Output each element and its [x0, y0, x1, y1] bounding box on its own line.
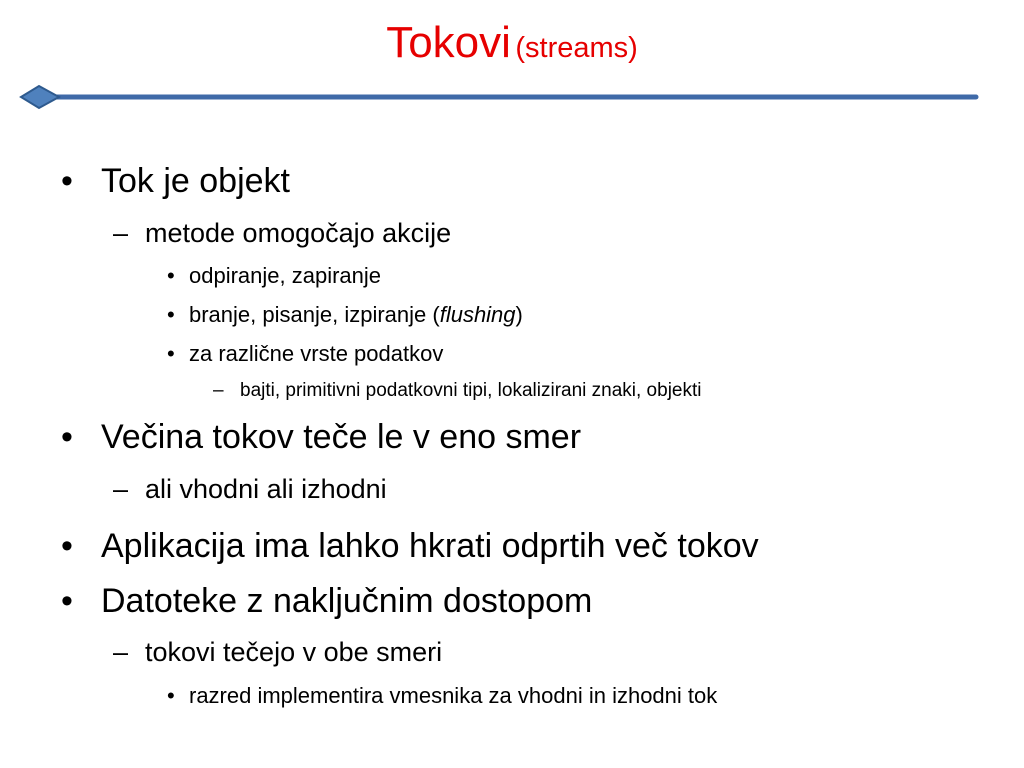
bullet-marker: •: [61, 162, 73, 200]
subbullet-text: metode omogočajo akcije: [145, 218, 452, 248]
subsubbullet-odpiranje: [167, 263, 382, 289]
dash-marker: –: [113, 218, 129, 248]
bullet-text: Datoteke z naključnim dostopom: [101, 582, 593, 620]
bullet-datoteke: [61, 582, 593, 621]
bullet-marker: •: [61, 582, 73, 620]
bullet-marker: •: [167, 263, 175, 288]
bullet-marker: •: [167, 302, 175, 327]
bullet-tok-je-objekt: [61, 162, 290, 201]
bullet-text: Tok je objekt: [101, 162, 290, 200]
bullet-marker: •: [167, 341, 175, 366]
closing-paren: ): [515, 302, 523, 327]
bullet-aplikacija: [61, 527, 759, 566]
subsubbullet-razlicne-vrste: [167, 341, 444, 367]
dash-marker: –: [113, 474, 129, 504]
bullet-text: Aplikacija ima lahko hkrati odprtih več tokov: [101, 527, 759, 565]
subbullet-ali-vhodni: [113, 474, 387, 505]
bullet-vecina-tokov: [61, 418, 582, 457]
dash-marker: –: [213, 380, 224, 401]
subsubbullet-text: razred implementira vmesnika za vhodni in izhodni tok: [189, 683, 718, 708]
bullet-marker: •: [61, 418, 73, 456]
subsubbullet-branje: [167, 302, 523, 328]
subsubbullet-text: branje, pisanje, izpiranje (: [189, 302, 440, 327]
dash-marker: –: [113, 637, 129, 667]
level4-bajti: [213, 380, 702, 402]
bullet-text: Večina tokov teče le v eno smer: [101, 418, 582, 456]
level4-text: bajti, primitivni podatkovni tipi, lokalizirani znaki, objekti: [240, 380, 702, 401]
bullet-marker: •: [61, 527, 73, 565]
subbullet-tokovi-tecejo: [113, 637, 443, 668]
slide-title-main: Tokovi: [386, 18, 511, 67]
italic-term-flushing: flushing: [439, 302, 516, 327]
slide-title-sub: (streams): [515, 32, 638, 64]
subsubbullet-razred: [167, 683, 718, 709]
subsubbullet-text: za različne vrste podatkov: [189, 341, 444, 366]
subbullet-text: tokovi tečejo v obe smeri: [145, 637, 443, 667]
subbullet-text: ali vhodni ali izhodni: [145, 474, 387, 504]
subbullet-metode: [113, 218, 452, 249]
bullet-marker: •: [167, 683, 175, 708]
subsubbullet-text: odpiranje, zapiranje: [189, 263, 382, 288]
